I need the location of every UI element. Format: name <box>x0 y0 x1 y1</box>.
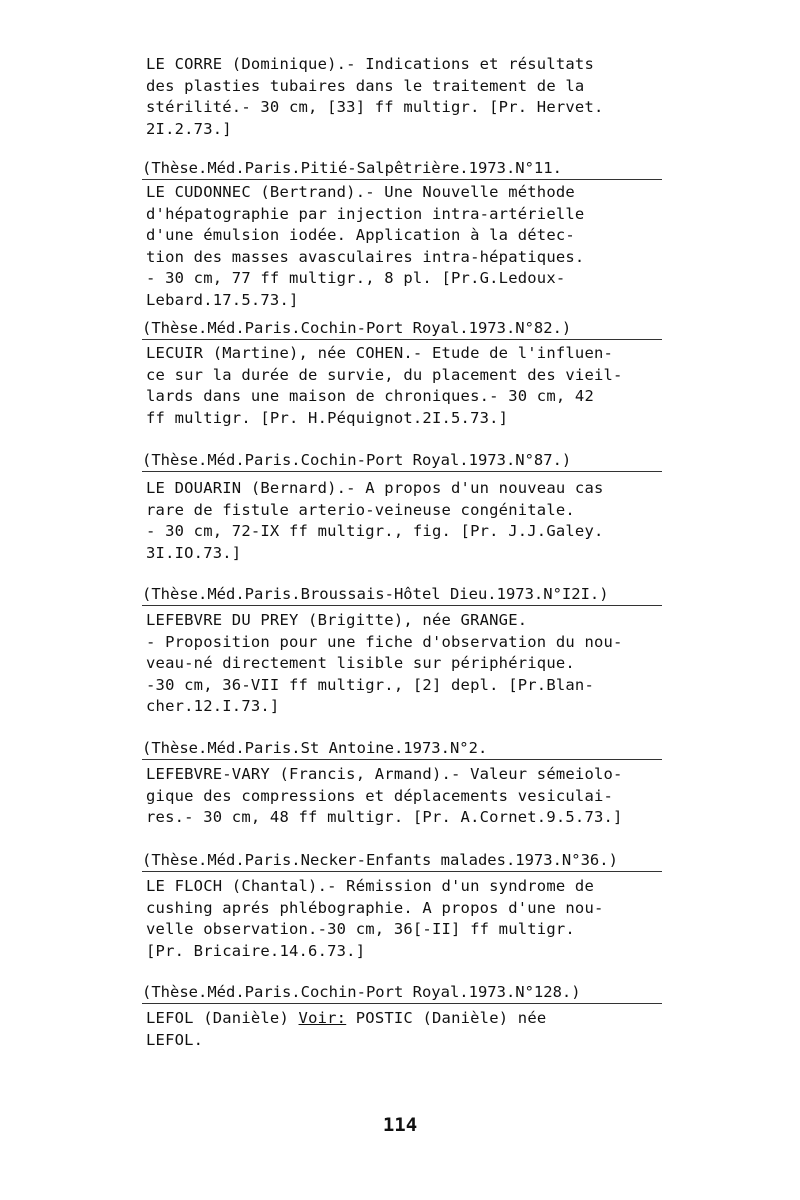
entry-line: LE DOUARIN (Bernard).- A propos d'un nouveau cas <box>146 479 604 497</box>
entry-line: cher.12.I.73.] <box>146 697 280 715</box>
entry-line: ff multigr. [Pr. H.Péquignot.2I.5.73.] <box>146 408 509 427</box>
entry-line: cushing aprés phlébographie. A propos d'une nou- <box>146 898 604 917</box>
bibliography-entry <box>146 478 656 564</box>
reference-target: POSTIC (Danièle) née <box>355 1009 547 1027</box>
entry-line: ce sur la durée de survie, du placement des vieil- <box>146 365 623 384</box>
entry-line: 3I.IO.73.] <box>146 543 242 562</box>
entry-line: LE FLOCH (Chantal).- Rémission d'un syndrome de <box>146 877 594 895</box>
entry-line: stérilité.- 30 cm, [33] ff multigr. [Pr. Hervet. <box>146 98 604 116</box>
entry-line: rare de fistule arterio-veineuse congénitale. <box>146 500 575 519</box>
bibliography-entry <box>146 182 656 311</box>
entry-line: velle observation.-30 cm, 36[-II] ff multigr. <box>146 920 575 938</box>
source-line: (Thèse.Méd.Paris.St Antoine.1973.N°2. <box>142 738 662 760</box>
source-line: (Thèse.Méd.Paris.Pitié-Salpêtrière.1973.N°11. <box>142 158 662 180</box>
entry-line: LE CUDONNEC (Bertrand).- Une Nouvelle méthode <box>146 183 575 201</box>
entry-line: - Proposition pour une fiche d'observation du nou- <box>146 632 623 651</box>
entry-line: gique des compressions et déplacements vesiculai- <box>146 786 614 805</box>
entry-line <box>146 1008 656 1030</box>
entry-line: tion des masses avasculaires intra-hépatiques. <box>146 247 585 266</box>
source-line: (Thèse.Méd.Paris.Cochin-Port Royal.1973.N°128.) <box>142 982 662 1004</box>
bibliography-entry <box>146 876 656 962</box>
entry-line: - 30 cm, 77 ff multigr., 8 pl. [Pr.G.Ledoux- <box>146 269 566 287</box>
bibliography-entry <box>146 764 656 829</box>
entry-line: -30 cm, 36-VII ff multigr., [2] depl. [Pr.Blan- <box>146 675 594 694</box>
entry-line: - 30 cm, 72-IX ff multigr., fig. [Pr. J.J.Galey. <box>146 522 604 540</box>
entry-line: veau-né directement lisible sur périphérique. <box>146 654 575 672</box>
entry-line: LEFEBVRE-VARY (Francis, Armand).- Valeur sémeiolo- <box>146 765 623 783</box>
entry-line: [Pr. Bricaire.14.6.73.] <box>146 941 366 960</box>
entry-line: Lebard.17.5.73.] <box>146 290 299 309</box>
entry-line: lards dans une maison de chroniques.- 30 cm, 42 <box>146 387 594 405</box>
entry-line: res.- 30 cm, 48 ff multigr. [Pr. A.Cornet.9.5.73.] <box>146 808 623 826</box>
entry-line: d'hépatographie par injection intra-artérielle <box>146 204 585 223</box>
entry-line: LE CORRE (Dominique).- Indications et résultats <box>146 55 594 73</box>
source-line: (Thèse.Méd.Paris.Cochin-Port Royal.1973.N°82.) <box>142 318 662 340</box>
cross-reference-entry <box>146 1008 656 1051</box>
source-line: (Thèse.Méd.Paris.Broussais-Hôtel Dieu.1973.N°I2I.) <box>142 584 662 606</box>
see-reference-label: Voir: <box>298 1009 347 1027</box>
entry-line: d'une émulsion iodée. Application à la détec- <box>146 226 575 244</box>
bibliography-entry <box>146 54 656 140</box>
source-line: (Thèse.Méd.Paris.Cochin-Port Royal.1973.N°87.) <box>142 450 662 472</box>
entry-name: LEFOL (Danièle) <box>146 1009 289 1027</box>
page-number: 114 <box>382 1114 418 1136</box>
bibliography-entry <box>146 610 656 718</box>
entry-line: LEFOL. <box>146 1030 204 1049</box>
entry-line: LEFEBVRE DU PREY (Brigitte), née GRANGE. <box>146 611 528 629</box>
bibliography-entry <box>146 343 656 429</box>
entry-line: LECUIR (Martine), née COHEN.- Etude de l'influen- <box>146 344 614 362</box>
entry-line: 2I.2.73.] <box>146 119 232 138</box>
entry-line: des plasties tubaires dans le traitement de la <box>146 76 585 95</box>
source-line: (Thèse.Méd.Paris.Necker-Enfants malades.1973.N°36.) <box>142 850 662 872</box>
